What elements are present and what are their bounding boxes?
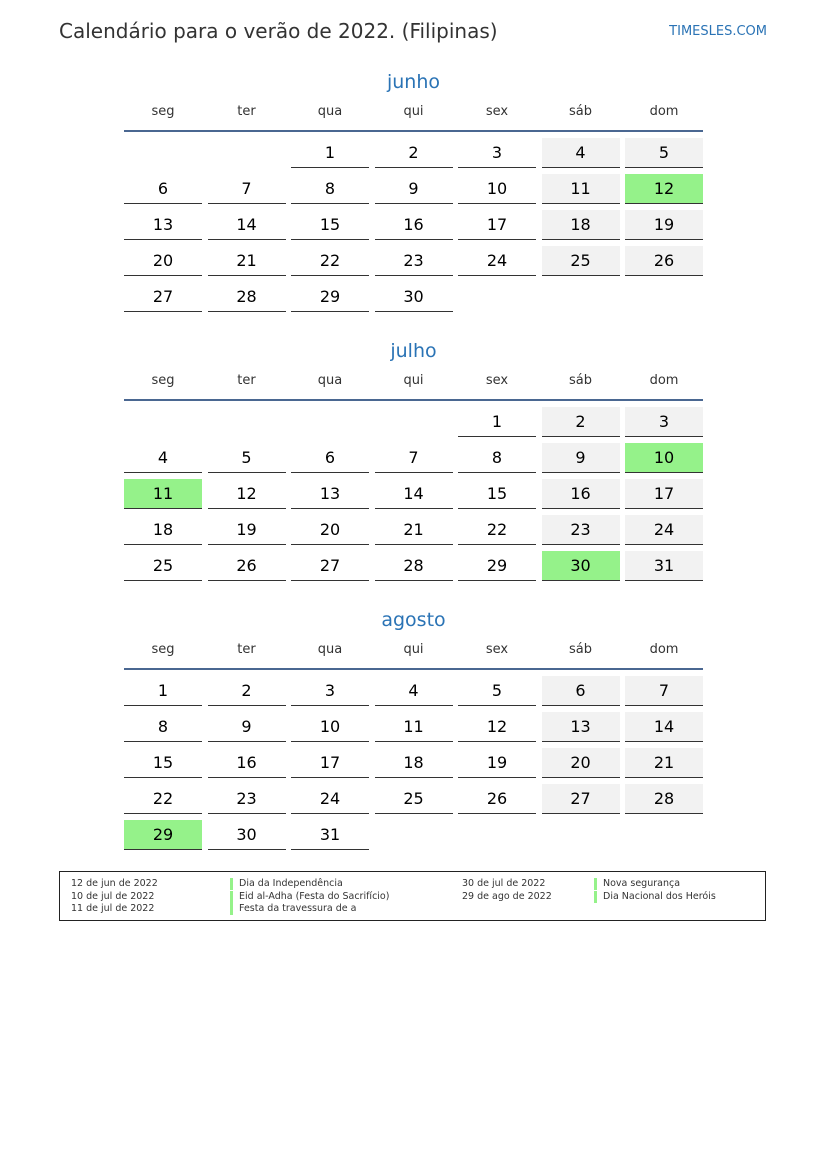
weekday-label: sáb [569, 373, 592, 388]
day-cell: 9 [542, 443, 620, 473]
day-cell: 1 [458, 407, 536, 437]
weekday-label: dom [649, 642, 679, 657]
weekday-label: ter [237, 373, 256, 388]
legend-holiday-name: Eid al-Adha (Festa do Sacrifício) [230, 891, 389, 903]
legend-holiday-name: Festa da travessura de a [230, 903, 356, 915]
day-cell: 16 [542, 479, 620, 509]
legend-date: 12 de jun de 2022 [71, 878, 158, 889]
weekday-label: dom [649, 104, 679, 119]
site-link[interactable]: TIMESLES.COM [669, 24, 767, 39]
weekday-label: sex [485, 642, 509, 657]
day-cell: 16 [375, 210, 453, 240]
day-cell: 3 [458, 138, 536, 168]
day-cell: 17 [625, 479, 703, 509]
day-cell: 24 [291, 784, 369, 814]
day-cell: 26 [208, 551, 286, 581]
day-cell: 18 [124, 515, 202, 545]
day-cell: 23 [208, 784, 286, 814]
weekday-label: seg [151, 642, 175, 657]
day-cell: 2 [375, 138, 453, 168]
day-cell: 6 [291, 443, 369, 473]
month-julho [124, 339, 703, 575]
day-cell: 28 [375, 551, 453, 581]
day-cell: 9 [375, 174, 453, 204]
day-cell: 5 [208, 443, 286, 473]
day-cell: 11 [542, 174, 620, 204]
day-cell: 17 [291, 748, 369, 778]
day-cell: 3 [625, 407, 703, 437]
day-cell: 24 [458, 246, 536, 276]
month-junho [124, 70, 703, 306]
day-cell: 27 [124, 282, 202, 312]
legend-date: 29 de ago de 2022 [462, 890, 552, 902]
weekday-label: qui [403, 373, 424, 388]
weekday-label: qui [403, 642, 424, 657]
weekday-label: sáb [569, 104, 592, 119]
month-title: agosto [381, 609, 446, 631]
month-agosto [124, 608, 703, 844]
day-cell: 14 [375, 479, 453, 509]
day-cell: 12 [458, 712, 536, 742]
weekday-label: seg [151, 373, 175, 388]
day-cell: 7 [625, 676, 703, 706]
day-cell: 15 [124, 748, 202, 778]
weekday-header [124, 100, 703, 132]
day-cell: 25 [375, 784, 453, 814]
day-cell: 31 [625, 551, 703, 581]
legend-date: 10 de jul de 2022 [71, 890, 155, 902]
day-cell: 21 [625, 748, 703, 778]
day-cell: 1 [291, 138, 369, 168]
day-cell: 19 [625, 210, 703, 240]
day-cell: 13 [542, 712, 620, 742]
day-cell: 5 [625, 138, 703, 168]
day-cell: 10 [458, 174, 536, 204]
weekday-label: sex [485, 104, 509, 119]
weekday-label: dom [649, 373, 679, 388]
day-cell: 16 [208, 748, 286, 778]
weekday-header [124, 638, 703, 670]
weekday-label: sex [485, 373, 509, 388]
day-cell: 20 [542, 748, 620, 778]
weekday-label: ter [237, 642, 256, 657]
day-cell: 7 [375, 443, 453, 473]
legend-holiday-name: Nova segurança [594, 878, 680, 890]
weekday-label: seg [151, 104, 175, 119]
day-cell: 6 [124, 174, 202, 204]
day-cell: 2 [208, 676, 286, 706]
day-cell: 5 [458, 676, 536, 706]
day-cell: 8 [458, 443, 536, 473]
day-cell: 21 [208, 246, 286, 276]
day-cell: 22 [458, 515, 536, 545]
day-cell: 14 [208, 210, 286, 240]
day-cell: 12 [208, 479, 286, 509]
day-cell: 14 [625, 712, 703, 742]
day-cell: 13 [291, 479, 369, 509]
day-cell: 29 [458, 551, 536, 581]
day-cell: 15 [291, 210, 369, 240]
holiday-day-cell: 12 [625, 174, 703, 204]
weekday-label: qua [317, 373, 343, 388]
day-cell: 13 [124, 210, 202, 240]
legend-holiday-name: Dia Nacional dos Heróis [594, 891, 716, 903]
day-cell: 24 [625, 515, 703, 545]
day-cell: 8 [124, 712, 202, 742]
day-cell: 23 [542, 515, 620, 545]
day-cell: 25 [124, 551, 202, 581]
day-cell: 26 [458, 784, 536, 814]
day-cell: 20 [124, 246, 202, 276]
day-cell: 18 [542, 210, 620, 240]
holiday-day-cell: 11 [124, 479, 202, 509]
day-cell: 22 [291, 246, 369, 276]
weekday-label: ter [237, 104, 256, 119]
day-cell: 22 [124, 784, 202, 814]
legend-holiday-name: Dia da Independência [230, 878, 343, 890]
day-cell: 6 [542, 676, 620, 706]
holiday-day-cell: 29 [124, 820, 202, 850]
legend-date: 30 de jul de 2022 [462, 878, 546, 889]
day-cell: 7 [208, 174, 286, 204]
weekday-label: sáb [569, 642, 592, 657]
holiday-day-cell: 30 [542, 551, 620, 581]
day-cell: 15 [458, 479, 536, 509]
day-cell: 27 [542, 784, 620, 814]
weekday-label: qua [317, 642, 343, 657]
day-cell: 31 [291, 820, 369, 850]
day-cell: 27 [291, 551, 369, 581]
day-cell: 17 [458, 210, 536, 240]
page-title: Calendário para o verão de 2022. (Filipinas) [59, 19, 498, 43]
weekday-label: qua [317, 104, 343, 119]
day-cell: 8 [291, 174, 369, 204]
day-cell: 9 [208, 712, 286, 742]
day-cell: 4 [375, 676, 453, 706]
day-cell: 21 [375, 515, 453, 545]
day-cell: 1 [124, 676, 202, 706]
day-cell: 19 [458, 748, 536, 778]
day-cell: 26 [625, 246, 703, 276]
day-cell: 30 [208, 820, 286, 850]
day-cell: 11 [375, 712, 453, 742]
day-cell: 28 [625, 784, 703, 814]
month-title: junho [386, 71, 441, 93]
day-cell: 23 [375, 246, 453, 276]
day-cell: 28 [208, 282, 286, 312]
day-cell: 25 [542, 246, 620, 276]
day-cell: 3 [291, 676, 369, 706]
day-cell: 19 [208, 515, 286, 545]
month-title: julho [390, 340, 437, 362]
day-cell: 4 [542, 138, 620, 168]
day-cell: 29 [291, 282, 369, 312]
day-cell: 4 [124, 443, 202, 473]
day-cell: 20 [291, 515, 369, 545]
day-cell: 2 [542, 407, 620, 437]
day-cell: 18 [375, 748, 453, 778]
holiday-day-cell: 10 [625, 443, 703, 473]
weekday-header [124, 369, 703, 401]
weekday-label: qui [403, 104, 424, 119]
holiday-legend [59, 871, 766, 921]
legend-date: 11 de jul de 2022 [71, 903, 155, 914]
day-cell: 30 [375, 282, 453, 312]
day-cell: 10 [291, 712, 369, 742]
